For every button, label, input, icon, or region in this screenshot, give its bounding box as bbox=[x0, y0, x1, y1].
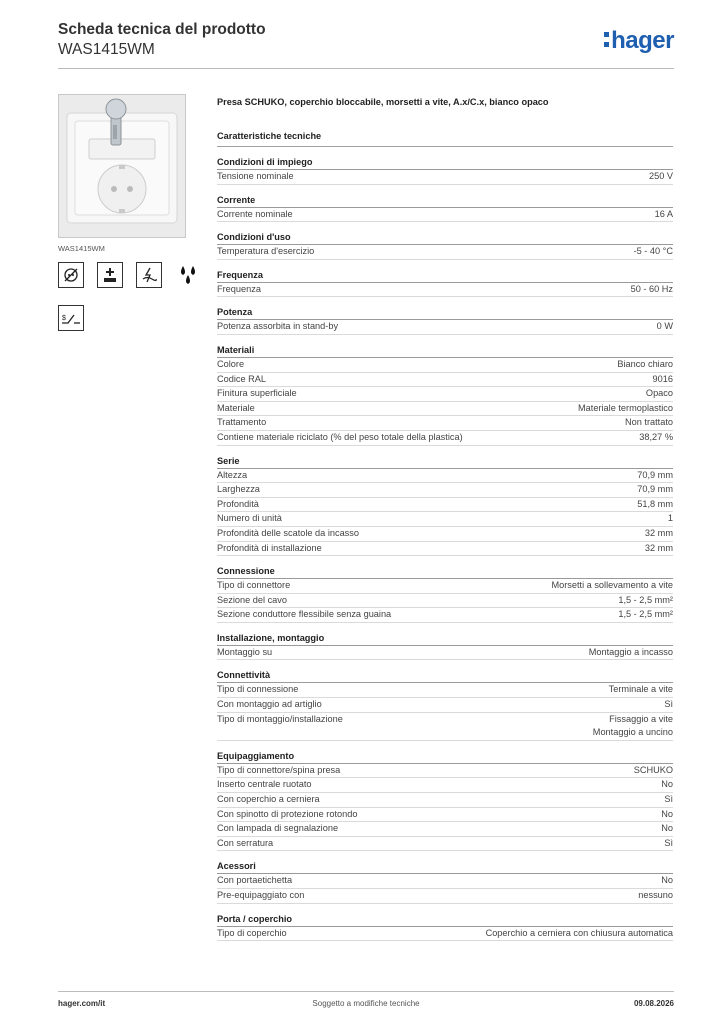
spec-label: Corrente nominale bbox=[217, 208, 293, 219]
spec-row bbox=[217, 764, 673, 779]
spec-label: Tipo di montaggio/installazione bbox=[217, 713, 343, 724]
spec-label: Pre-equipaggiato con bbox=[217, 890, 305, 900]
socket-illustration bbox=[59, 95, 185, 237]
spec-row bbox=[217, 498, 673, 513]
spec-label: Tipo di coperchio bbox=[217, 927, 287, 938]
spec-label: Con coperchio a cerniera bbox=[217, 794, 320, 805]
spec-row bbox=[217, 245, 673, 260]
spec-row bbox=[217, 527, 673, 542]
spec-row bbox=[217, 483, 673, 498]
spec-row bbox=[217, 927, 673, 942]
switch-symbol-icon bbox=[58, 305, 84, 331]
spec-section bbox=[217, 750, 673, 852]
spec-value: Morsetti a sollevamento a vite bbox=[551, 580, 673, 591]
section-title: Materiali bbox=[217, 344, 673, 358]
spec-row bbox=[217, 170, 673, 185]
surge-symbol-icon bbox=[136, 262, 162, 288]
section-title: Porta / coperchio bbox=[217, 913, 673, 927]
spec-row bbox=[217, 542, 673, 557]
logo-text: hager bbox=[611, 27, 674, 54]
spec-label: Sezione del cavo bbox=[217, 594, 287, 605]
spec-section bbox=[217, 565, 673, 623]
spec-value: -5 - 40 °C bbox=[633, 246, 673, 257]
section-title: Installazione, montaggio bbox=[217, 632, 673, 646]
spec-value: SCHUKO bbox=[633, 764, 673, 775]
section-title: Connessione bbox=[217, 565, 673, 579]
image-caption: WAS1415WM bbox=[58, 244, 105, 253]
spec-row bbox=[217, 594, 673, 609]
spec-row bbox=[217, 793, 673, 808]
spec-section bbox=[217, 669, 673, 740]
spec-label: Con montaggio ad artiglio bbox=[217, 699, 322, 710]
spec-label: Profondità delle scatole da incasso bbox=[217, 527, 359, 538]
spec-section bbox=[217, 156, 673, 185]
spec-row bbox=[217, 387, 673, 402]
spec-label: Codice RAL bbox=[217, 373, 267, 384]
spec-row bbox=[217, 808, 673, 823]
spec-label: Con serratura bbox=[217, 837, 274, 848]
spec-value: 51,8 mm bbox=[637, 498, 673, 509]
spec-value: 16 A bbox=[654, 208, 673, 219]
spec-row bbox=[217, 431, 673, 446]
spec-label: Inserto centrale ruotato bbox=[217, 779, 312, 790]
spec-value: 1,5 - 2,5 mm² bbox=[618, 594, 673, 605]
spec-value: No bbox=[661, 875, 673, 886]
spec-value: Non trattato bbox=[624, 417, 673, 428]
spec-value: Terminale a vite bbox=[608, 684, 673, 695]
drip-proof-icon bbox=[175, 262, 201, 288]
spec-value: Opaco bbox=[645, 388, 673, 399]
footer-date: 09.08.2026 bbox=[633, 999, 674, 1008]
spec-value: Sì bbox=[664, 837, 673, 848]
spec-label: Profondità bbox=[217, 498, 259, 509]
spec-label: Con spinotto di protezione rotondo bbox=[217, 808, 358, 819]
spec-value: Coperchio a cerniera con chiusura automatica bbox=[485, 927, 673, 938]
spec-row bbox=[217, 208, 673, 223]
spec-row bbox=[217, 822, 673, 837]
spec-row bbox=[217, 646, 673, 661]
technical-characteristics-heading: Caratteristiche tecniche bbox=[217, 131, 322, 141]
spec-section bbox=[217, 913, 673, 942]
logo-dots bbox=[604, 32, 609, 52]
spec-value bbox=[593, 713, 673, 740]
spec-label: Tipo di connessione bbox=[217, 684, 299, 695]
spec-value: 32 mm bbox=[644, 527, 673, 538]
spec-label: Altezza bbox=[217, 469, 248, 480]
section-title: Serie bbox=[217, 455, 673, 469]
spec-value: Montaggio a incasso bbox=[588, 646, 673, 657]
footer-website: hager.com/it bbox=[58, 999, 106, 1008]
section-title: Connettività bbox=[217, 669, 673, 683]
footer-note: Soggetto a modifiche tecniche bbox=[312, 999, 420, 1008]
spec-row bbox=[217, 416, 673, 431]
document-title: Scheda tecnica del prodotto bbox=[58, 21, 266, 38]
spec-label: Con portaetichetta bbox=[217, 875, 293, 886]
spec-label: Finitura superficiale bbox=[217, 388, 297, 399]
section-title: Frequenza bbox=[217, 269, 673, 283]
product-code: WAS1415WM bbox=[58, 41, 155, 58]
spec-label: Con lampada di segnalazione bbox=[217, 823, 339, 834]
spec-value: 250 V bbox=[648, 171, 673, 181]
section-title: Condizioni d'uso bbox=[217, 231, 673, 245]
spec-label: Montaggio su bbox=[217, 646, 273, 657]
spec-row bbox=[217, 373, 673, 388]
spec-label: Tipo di connettore/spina presa bbox=[217, 764, 341, 775]
footer-divider bbox=[58, 991, 674, 992]
spec-value: 38,27 % bbox=[639, 431, 673, 442]
spec-label: Sezione conduttore flessibile senza guaina bbox=[217, 609, 392, 620]
spec-value: 70,9 mm bbox=[637, 484, 673, 495]
spec-row bbox=[217, 283, 673, 298]
spec-row bbox=[217, 358, 673, 373]
spec-label: Colore bbox=[217, 358, 245, 369]
spec-value: 32 mm bbox=[644, 542, 673, 553]
spec-section bbox=[217, 269, 673, 298]
spec-row bbox=[217, 469, 673, 484]
spec-label: Tipo di connettore bbox=[217, 580, 291, 591]
spec-value: Sì bbox=[664, 699, 673, 710]
spec-value: No bbox=[661, 808, 673, 819]
section-title: Acessori bbox=[217, 860, 673, 874]
spec-section bbox=[217, 306, 673, 335]
earthed-socket-icon bbox=[58, 262, 84, 288]
spec-section bbox=[217, 344, 673, 446]
spec-row bbox=[217, 320, 673, 335]
spec-value: Sì bbox=[664, 794, 673, 805]
spec-value-line: Fissaggio a vite bbox=[609, 713, 673, 724]
spec-label: Materiale bbox=[217, 402, 255, 413]
section-title: Potenza bbox=[217, 306, 673, 320]
spec-row bbox=[217, 874, 673, 889]
spec-label: Potenza assorbita in stand-by bbox=[217, 321, 339, 332]
header-divider bbox=[58, 68, 674, 69]
spec-value: 50 - 60 Hz bbox=[630, 283, 673, 294]
heading-divider bbox=[217, 146, 673, 147]
section-title: Corrente bbox=[217, 194, 673, 208]
spec-label: Larghezza bbox=[217, 484, 260, 495]
spec-row bbox=[217, 837, 673, 852]
spec-row bbox=[217, 778, 673, 793]
spec-row bbox=[217, 579, 673, 594]
spec-value: No bbox=[661, 779, 673, 790]
spec-label: Contiene materiale riciclato (% del peso totale della plastica) bbox=[217, 431, 463, 442]
spec-section bbox=[217, 455, 673, 557]
spec-value-line: Montaggio a uncino bbox=[592, 727, 673, 738]
spec-section bbox=[217, 231, 673, 260]
spec-value: 0 W bbox=[656, 321, 673, 332]
spec-label: Frequenza bbox=[217, 283, 261, 294]
document-header bbox=[58, 20, 674, 60]
spec-section bbox=[217, 860, 673, 903]
spec-row bbox=[217, 889, 673, 904]
spec-label: Numero di unità bbox=[217, 513, 282, 524]
spec-value: 70,9 mm bbox=[637, 469, 673, 480]
child-protection-icon bbox=[97, 262, 123, 288]
spec-row bbox=[217, 512, 673, 527]
spec-value: 9016 bbox=[652, 373, 673, 384]
spec-section bbox=[217, 632, 673, 661]
spec-value: 1 bbox=[667, 513, 673, 524]
spec-value: Bianco chiaro bbox=[617, 358, 673, 369]
spec-label: Trattamento bbox=[217, 417, 267, 428]
spec-row bbox=[217, 713, 673, 741]
spec-sections bbox=[217, 156, 673, 941]
certification-icons-row-2 bbox=[58, 305, 97, 331]
svg-text:$: $ bbox=[62, 315, 66, 322]
section-title: Condizioni di impiego bbox=[217, 156, 673, 170]
product-image bbox=[58, 94, 186, 238]
section-title: Equipaggiamento bbox=[217, 750, 673, 764]
product-description: Presa SCHUKO, coperchio bloccabile, morsetti a vite, A.x/C.x, bianco opaco bbox=[217, 97, 549, 107]
spec-row bbox=[217, 402, 673, 417]
spec-value: nessuno bbox=[638, 890, 673, 900]
hager-logo bbox=[604, 28, 674, 54]
spec-row bbox=[217, 683, 673, 698]
technical-content bbox=[217, 96, 673, 941]
spec-value: 1,5 - 2,5 mm² bbox=[618, 609, 673, 620]
spec-row bbox=[217, 608, 673, 623]
spec-row bbox=[217, 698, 673, 713]
spec-value: Materiale termoplastico bbox=[578, 402, 673, 413]
spec-label: Tensione nominale bbox=[217, 171, 294, 181]
spec-section bbox=[217, 194, 673, 223]
spec-value: No bbox=[661, 823, 673, 834]
spec-label: Temperatura d'esercizio bbox=[217, 246, 315, 257]
certification-icons bbox=[58, 262, 214, 288]
spec-label: Profondità di installazione bbox=[217, 542, 322, 553]
